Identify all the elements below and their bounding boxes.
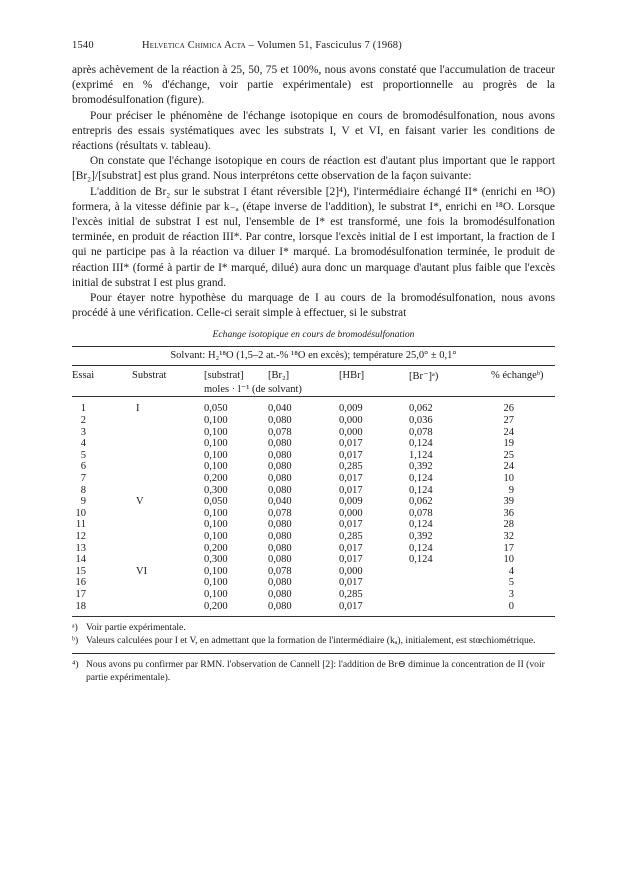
cell-conc-substrat: 0,200 — [204, 542, 228, 554]
cell-essai: 9 — [80, 496, 86, 508]
table-row — [72, 415, 555, 427]
col-header-substrat: Substrat — [132, 370, 167, 382]
cell-echange: 27 — [503, 415, 514, 427]
cell-hbr: 0,000 — [339, 426, 363, 438]
cell-brminus: 0,392 — [409, 461, 433, 473]
col-header-units: moles · l⁻¹ (de solvant) — [204, 384, 302, 396]
cell-brminus: 0,078 — [409, 426, 433, 438]
cell-conc-substrat: 0,100 — [204, 519, 228, 531]
cell-hbr: 0,017 — [339, 438, 363, 450]
cell-brminus: 0,062 — [409, 496, 433, 508]
cell-conc-substrat: 0,100 — [204, 415, 228, 427]
cell-essai: 18 — [75, 600, 86, 612]
table-solvent-conditions: Solvant: H₂¹⁸O (1,5–2 at.-% ¹⁸O en excès); température 25,0° ± 0,1° — [72, 346, 555, 366]
col-header-essai: Essai — [72, 370, 95, 382]
cell-brminus: 0,124 — [409, 519, 433, 531]
footnote-4 — [72, 659, 555, 684]
cell-conc-br2: 0,040 — [268, 496, 292, 508]
cell-echange: 24 — [503, 461, 514, 473]
footnote-text: Nous avons pu confirmer par RMN. l'observation de Cannell [2]: l'addition de Br⊖ diminue la concentration de II (voir partie expérimentale). — [86, 659, 545, 683]
table-header — [72, 366, 555, 397]
cell-echange: 10 — [503, 473, 514, 485]
cell-conc-substrat: 0,100 — [204, 426, 228, 438]
cell-hbr: 0,017 — [339, 554, 363, 566]
cell-brminus: 0,036 — [409, 415, 433, 427]
table-notes — [72, 622, 555, 647]
running-title — [142, 40, 555, 51]
cell-brminus: 0,062 — [409, 403, 433, 415]
cell-substrat: I — [136, 403, 140, 415]
cell-echange: 28 — [503, 519, 514, 531]
cell-hbr: 0,009 — [339, 496, 363, 508]
cell-essai: 12 — [75, 530, 86, 542]
note-mark: ᵇ) — [72, 634, 79, 646]
col-header-conc-substrat: [substrat] — [204, 370, 244, 382]
cell-brminus: 0,392 — [409, 530, 433, 542]
cell-echange: 17 — [503, 542, 514, 554]
table-row — [72, 566, 555, 578]
table-row — [72, 496, 555, 508]
cell-essai: 13 — [75, 542, 86, 554]
footnotes — [72, 659, 555, 684]
cell-essai: 5 — [80, 449, 86, 461]
table-row — [72, 577, 555, 589]
journal-name: Helvetica Chimica Acta — [142, 40, 246, 51]
cell-conc-br2: 0,080 — [268, 530, 292, 542]
table-row — [72, 450, 555, 462]
paragraph-5: Pour étayer notre hypothèse du marquage de I au cours de la bromodésulfonation, nous avons procédé à une vérification. Celle-ci serait simple à effectuer, si le substrat — [72, 292, 555, 320]
cell-conc-br2: 0,080 — [268, 554, 292, 566]
table-row — [72, 473, 555, 485]
cell-essai: 11 — [75, 519, 86, 531]
cell-hbr: 0,000 — [339, 415, 363, 427]
cell-hbr: 0,017 — [339, 600, 363, 612]
cell-essai: 1 — [80, 403, 86, 415]
col-header-conc-br2: [Br₂] — [268, 370, 290, 382]
cell-conc-br2: 0,078 — [268, 565, 292, 577]
paragraph-4: L'addition de Br₂ sur le substrat I étant réversible [2]⁴), l'intermédiaire échangé II* (enrichi en ¹⁸O) formera, à la vitesse définie par k₋ₐ (étape inverse de l'addition), le substrat I*, enrichi en ¹⁸O. Lorsque l'excès initial de substrat I est nul, l'ensemble de I* est transformé, une fois la bromodésulfonation terminée, en produit de réaction III*. Par contre, lorsque l'excès initial de I est important, la fraction de I qui ne participe pas à la réaction va diluer I* marqué. La bromodésulfonation terminée, le produit de réaction III* (formé à partir de I* marqué, dilué) aura donc un marquage d'autant plus faible que l'excès initial de substrat I est plus grand. — [72, 185, 555, 289]
cell-conc-br2: 0,080 — [268, 449, 292, 461]
journal-page — [72, 40, 555, 685]
note-text: Voir partie expérimentale. — [86, 622, 186, 634]
col-header-hbr: [HBr] — [339, 370, 365, 382]
table-row — [72, 508, 555, 520]
cell-conc-substrat: 0,200 — [204, 473, 228, 485]
cell-conc-substrat: 0,200 — [204, 600, 228, 612]
cell-conc-br2: 0,080 — [268, 577, 292, 589]
table-row — [72, 403, 555, 415]
cell-essai: 17 — [75, 588, 86, 600]
table-row — [72, 531, 555, 543]
cell-essai: 8 — [80, 484, 86, 496]
page-number: 1540 — [72, 40, 94, 51]
cell-echange: 36 — [503, 507, 514, 519]
cell-essai: 4 — [80, 438, 86, 450]
table-caption: Echange isotopique en cours de bromodésulfonation — [212, 329, 415, 341]
cell-essai: 10 — [75, 507, 86, 519]
table-row — [72, 485, 555, 497]
table-row — [72, 519, 555, 531]
running-header — [72, 40, 555, 51]
paragraph-2: Pour préciser le phénomène de l'échange isotopique en cours de bromodésulfonation, nous avons entrepris des essais systématiques avec les substrats I, V et VI, en faisant varier les conditions de réactions (résultats v. tableau). — [72, 109, 555, 153]
cell-conc-br2: 0,080 — [268, 484, 292, 496]
cell-brminus: 1,124 — [409, 449, 433, 461]
table-note-b — [72, 635, 555, 648]
cell-conc-br2: 0,040 — [268, 403, 292, 415]
cell-brminus: 0,124 — [409, 473, 433, 485]
cell-echange: 26 — [503, 403, 514, 415]
table-body — [72, 397, 555, 612]
cell-hbr: 0,000 — [339, 507, 363, 519]
cell-echange: 24 — [503, 426, 514, 438]
cell-conc-substrat: 0,100 — [204, 449, 228, 461]
table-row — [72, 554, 555, 566]
footnote-rule — [72, 653, 555, 654]
cell-essai: 16 — [75, 577, 86, 589]
cell-hbr: 0,017 — [339, 542, 363, 554]
cell-echange: 19 — [503, 438, 514, 450]
cell-brminus: 0,124 — [409, 542, 433, 554]
cell-conc-br2: 0,080 — [268, 415, 292, 427]
cell-hbr: 0,285 — [339, 530, 363, 542]
table-note-a — [72, 622, 555, 635]
cell-conc-substrat: 0,050 — [204, 403, 228, 415]
cell-conc-substrat: 0,100 — [204, 588, 228, 600]
cell-conc-br2: 0,080 — [268, 600, 292, 612]
cell-echange: 25 — [503, 449, 514, 461]
cell-conc-br2: 0,080 — [268, 473, 292, 485]
table-row — [72, 438, 555, 450]
table-row — [72, 601, 555, 613]
cell-brminus: 0,078 — [409, 507, 433, 519]
cell-conc-br2: 0,080 — [268, 461, 292, 473]
table-row — [72, 427, 555, 439]
cell-substrat: V — [136, 496, 144, 508]
cell-hbr: 0,017 — [339, 577, 363, 589]
cell-hbr: 0,000 — [339, 565, 363, 577]
cell-conc-br2: 0,080 — [268, 438, 292, 450]
cell-essai: 3 — [80, 426, 86, 438]
cell-hbr: 0,017 — [339, 473, 363, 485]
cell-hbr: 0,009 — [339, 403, 363, 415]
cell-echange: 10 — [503, 554, 514, 566]
cell-hbr: 0,017 — [339, 449, 363, 461]
cell-conc-substrat: 0,300 — [204, 554, 228, 566]
cell-echange: 4 — [508, 565, 514, 577]
cell-echange: 39 — [503, 496, 514, 508]
cell-essai: 15 — [75, 565, 86, 577]
cell-conc-substrat: 0,050 — [204, 496, 228, 508]
cell-hbr: 0,017 — [339, 484, 363, 496]
table-row — [72, 589, 555, 601]
cell-essai: 2 — [80, 415, 86, 427]
cell-hbr: 0,285 — [339, 461, 363, 473]
cell-essai: 14 — [75, 554, 86, 566]
table-bottom-rule — [72, 612, 555, 617]
cell-conc-br2: 0,080 — [268, 542, 292, 554]
cell-conc-substrat: 0,100 — [204, 565, 228, 577]
cell-brminus: 0,124 — [409, 554, 433, 566]
cell-echange: 9 — [508, 484, 514, 496]
note-text: Valeurs calculées pour I et V, en admettant que la formation de l'intermédiaire (kₐ), initialement, est stœchiométrique. — [86, 634, 536, 646]
paragraph-3: On constate que l'échange isotopique en cours de réaction est d'autant plus important que le rapport [Br₂]/[substrat] est plus grand. Nous interprétons cette observation de la façon suivante: — [72, 155, 555, 183]
footnote-mark: ⁴) — [72, 659, 79, 671]
volume-info: – Volumen 51, Fasciculus 7 (1968) — [248, 40, 402, 51]
cell-conc-br2: 0,080 — [268, 519, 292, 531]
cell-echange: 3 — [508, 588, 514, 600]
cell-echange: 32 — [503, 530, 514, 542]
cell-essai: 6 — [80, 461, 86, 473]
cell-brminus: 0,124 — [409, 484, 433, 496]
note-mark: ᵃ) — [72, 622, 78, 634]
col-header-brminus: [Br⁻]ᵃ) — [409, 371, 439, 383]
cell-echange: 5 — [508, 577, 514, 589]
cell-conc-substrat: 0,100 — [204, 577, 228, 589]
table-row — [72, 543, 555, 555]
cell-conc-substrat: 0,300 — [204, 484, 228, 496]
col-header-echange: % échangeᵇ) — [491, 370, 544, 382]
cell-conc-substrat: 0,100 — [204, 507, 228, 519]
cell-hbr: 0,017 — [339, 519, 363, 531]
cell-essai: 7 — [80, 473, 86, 485]
cell-brminus: 0,124 — [409, 438, 433, 450]
cell-conc-substrat: 0,100 — [204, 438, 228, 450]
cell-conc-substrat: 0,100 — [204, 530, 228, 542]
cell-conc-br2: 0,078 — [268, 426, 292, 438]
paragraph-1: après achèvement de la réaction à 25, 50, 75 et 100%, nous avons constaté que l'accumulation de traceur (exprimé en % d'échange, voir partie expérimentale) est proportionnelle au progrès de la bromodésulfonation (figure). — [72, 64, 555, 107]
cell-echange: 0 — [508, 600, 514, 612]
cell-hbr: 0,285 — [339, 588, 363, 600]
cell-conc-br2: 0,078 — [268, 507, 292, 519]
cell-conc-br2: 0,080 — [268, 588, 292, 600]
cell-substrat: VI — [136, 565, 148, 577]
table-row — [72, 461, 555, 473]
cell-conc-substrat: 0,100 — [204, 461, 228, 473]
